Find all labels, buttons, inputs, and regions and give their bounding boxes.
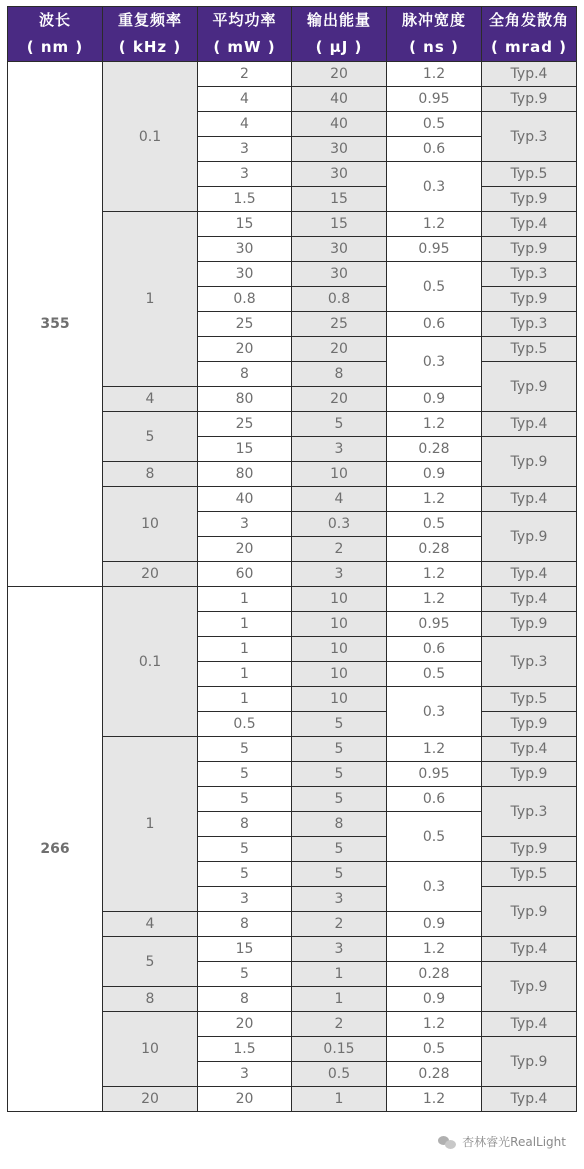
output-energy-cell: 20 <box>292 337 387 362</box>
header-divergence <box>482 7 577 62</box>
header-label: 脉冲宽度 <box>401 11 466 29</box>
divergence-cell: Typ.4 <box>482 737 577 762</box>
average-power-cell: 20 <box>198 1087 292 1112</box>
average-power-cell: 15 <box>198 212 292 237</box>
pulse-width-cell: 1.2 <box>387 562 482 587</box>
header-label: 全角发散角 <box>488 11 569 29</box>
divergence-cell: Typ.9 <box>482 712 577 737</box>
divergence-cell: Typ.9 <box>482 237 577 262</box>
output-energy-cell: 20 <box>292 62 387 87</box>
output-energy-cell: 30 <box>292 237 387 262</box>
average-power-cell: 5 <box>198 837 292 862</box>
average-power-cell: 1 <box>198 637 292 662</box>
pulse-width-cell: 1.2 <box>387 1012 482 1037</box>
divergence-cell: Typ.9 <box>482 187 577 212</box>
divergence-cell: Typ.3 <box>482 112 577 162</box>
repetition-rate-cell: 8 <box>103 462 198 487</box>
average-power-cell: 80 <box>198 462 292 487</box>
average-power-cell: 4 <box>198 112 292 137</box>
divergence-cell: Typ.3 <box>482 262 577 287</box>
average-power-cell: 60 <box>198 562 292 587</box>
average-power-cell: 2 <box>198 62 292 87</box>
repetition-rate-cell: 4 <box>103 387 198 412</box>
average-power-cell: 8 <box>198 987 292 1012</box>
average-power-cell: 30 <box>198 237 292 262</box>
wavelength-cell: 266 <box>8 587 103 1112</box>
pulse-width-cell: 1.2 <box>387 412 482 437</box>
average-power-cell: 80 <box>198 387 292 412</box>
output-energy-cell: 5 <box>292 712 387 737</box>
repetition-rate-cell: 10 <box>103 487 198 562</box>
output-energy-cell: 1 <box>292 1087 387 1112</box>
output-energy-cell: 2 <box>292 912 387 937</box>
divergence-cell: Typ.4 <box>482 487 577 512</box>
pulse-width-cell: 0.5 <box>387 112 482 137</box>
wavelength-cell: 355 <box>8 62 103 587</box>
output-energy-cell: 3 <box>292 562 387 587</box>
output-energy-cell: 25 <box>292 312 387 337</box>
divergence-cell: Typ.9 <box>482 362 577 412</box>
table-row <box>8 587 577 612</box>
pulse-width-cell: 1.2 <box>387 212 482 237</box>
divergence-cell: Typ.9 <box>482 762 577 787</box>
divergence-cell: Typ.9 <box>482 837 577 862</box>
average-power-cell: 20 <box>198 537 292 562</box>
average-power-cell: 3 <box>198 512 292 537</box>
average-power-cell: 8 <box>198 912 292 937</box>
header-unit: ( ns ) <box>409 38 459 56</box>
average-power-cell: 40 <box>198 487 292 512</box>
output-energy-cell: 0.5 <box>292 1062 387 1087</box>
average-power-cell: 5 <box>198 762 292 787</box>
output-energy-cell: 0.3 <box>292 512 387 537</box>
average-power-cell: 3 <box>198 162 292 187</box>
divergence-cell: Typ.4 <box>482 587 577 612</box>
pulse-width-cell: 0.28 <box>387 1062 482 1087</box>
average-power-cell: 20 <box>198 337 292 362</box>
average-power-cell: 8 <box>198 812 292 837</box>
output-energy-cell: 5 <box>292 787 387 812</box>
divergence-cell: Typ.4 <box>482 412 577 437</box>
pulse-width-cell: 1.2 <box>387 487 482 512</box>
average-power-cell: 25 <box>198 312 292 337</box>
repetition-rate-cell: 20 <box>103 1087 198 1112</box>
header-wavelength <box>8 7 103 62</box>
output-energy-cell: 4 <box>292 487 387 512</box>
divergence-cell: Typ.4 <box>482 1087 577 1112</box>
output-energy-cell: 10 <box>292 687 387 712</box>
header-repetition-rate <box>103 7 198 62</box>
repetition-rate-cell: 0.1 <box>103 587 198 737</box>
average-power-cell: 25 <box>198 412 292 437</box>
divergence-cell: Typ.5 <box>482 337 577 362</box>
average-power-cell: 8 <box>198 362 292 387</box>
output-energy-cell: 15 <box>292 212 387 237</box>
header-pulse-width <box>387 7 482 62</box>
average-power-cell: 5 <box>198 962 292 987</box>
output-energy-cell: 30 <box>292 162 387 187</box>
average-power-cell: 20 <box>198 1012 292 1037</box>
header-row <box>8 7 577 62</box>
average-power-cell: 1 <box>198 612 292 637</box>
pulse-width-cell: 1.2 <box>387 62 482 87</box>
header-label: 波长 <box>38 11 71 29</box>
divergence-cell: Typ.9 <box>482 287 577 312</box>
repetition-rate-cell: 1 <box>103 212 198 387</box>
average-power-cell: 1.5 <box>198 187 292 212</box>
output-energy-cell: 15 <box>292 187 387 212</box>
divergence-cell: Typ.4 <box>482 562 577 587</box>
output-energy-cell: 5 <box>292 762 387 787</box>
pulse-width-cell: 0.5 <box>387 512 482 537</box>
divergence-cell: Typ.9 <box>482 512 577 562</box>
pulse-width-cell: 0.6 <box>387 137 482 162</box>
pulse-width-cell: 0.9 <box>387 912 482 937</box>
output-energy-cell: 10 <box>292 662 387 687</box>
pulse-width-cell: 0.9 <box>387 387 482 412</box>
output-energy-cell: 3 <box>292 937 387 962</box>
average-power-cell: 5 <box>198 787 292 812</box>
divergence-cell: Typ.4 <box>482 937 577 962</box>
watermark <box>438 1133 566 1150</box>
output-energy-cell: 10 <box>292 587 387 612</box>
divergence-cell: Typ.9 <box>482 87 577 112</box>
pulse-width-cell: 0.95 <box>387 612 482 637</box>
repetition-rate-cell: 20 <box>103 562 198 587</box>
output-energy-cell: 40 <box>292 112 387 137</box>
wechat-icon <box>438 1135 456 1149</box>
header-unit: ( mrad ) <box>490 38 568 56</box>
pulse-width-cell: 0.95 <box>387 762 482 787</box>
laser-spec-table <box>7 6 577 1112</box>
header-unit: ( μJ ) <box>315 38 363 56</box>
output-energy-cell: 2 <box>292 1012 387 1037</box>
header-label: 平均功率 <box>212 11 277 29</box>
pulse-width-cell: 0.6 <box>387 312 482 337</box>
divergence-cell: Typ.9 <box>482 887 577 937</box>
output-energy-cell: 10 <box>292 637 387 662</box>
header-unit: ( nm ) <box>26 38 84 56</box>
output-energy-cell: 30 <box>292 262 387 287</box>
average-power-cell: 3 <box>198 887 292 912</box>
repetition-rate-cell: 4 <box>103 912 198 937</box>
repetition-rate-cell: 5 <box>103 412 198 462</box>
pulse-width-cell: 0.3 <box>387 687 482 737</box>
output-energy-cell: 1 <box>292 962 387 987</box>
divergence-cell: Typ.4 <box>482 62 577 87</box>
output-energy-cell: 3 <box>292 887 387 912</box>
pulse-width-cell: 1.2 <box>387 737 482 762</box>
header-average-power <box>198 7 292 62</box>
average-power-cell: 3 <box>198 137 292 162</box>
pulse-width-cell: 0.6 <box>387 637 482 662</box>
average-power-cell: 0.5 <box>198 712 292 737</box>
output-energy-cell: 10 <box>292 612 387 637</box>
repetition-rate-cell: 0.1 <box>103 62 198 212</box>
divergence-cell: Typ.9 <box>482 612 577 637</box>
pulse-width-cell: 0.6 <box>387 787 482 812</box>
table-row <box>8 62 577 87</box>
pulse-width-cell: 0.28 <box>387 437 482 462</box>
pulse-width-cell: 0.5 <box>387 1037 482 1062</box>
average-power-cell: 1.5 <box>198 1037 292 1062</box>
header-label: 重复频率 <box>117 11 182 29</box>
output-energy-cell: 30 <box>292 137 387 162</box>
header-label: 输出能量 <box>306 11 371 29</box>
average-power-cell: 1 <box>198 662 292 687</box>
repetition-rate-cell: 1 <box>103 737 198 912</box>
pulse-width-cell: 0.28 <box>387 537 482 562</box>
divergence-cell: Typ.5 <box>482 687 577 712</box>
output-energy-cell: 1 <box>292 987 387 1012</box>
output-energy-cell: 5 <box>292 737 387 762</box>
repetition-rate-cell: 8 <box>103 987 198 1012</box>
average-power-cell: 4 <box>198 87 292 112</box>
average-power-cell: 5 <box>198 737 292 762</box>
average-power-cell: 0.8 <box>198 287 292 312</box>
pulse-width-cell: 0.5 <box>387 262 482 312</box>
divergence-cell: Typ.5 <box>482 862 577 887</box>
output-energy-cell: 5 <box>292 862 387 887</box>
pulse-width-cell: 0.5 <box>387 812 482 862</box>
pulse-width-cell: 1.2 <box>387 587 482 612</box>
divergence-cell: Typ.4 <box>482 1012 577 1037</box>
pulse-width-cell: 0.95 <box>387 87 482 112</box>
output-energy-cell: 10 <box>292 462 387 487</box>
repetition-rate-cell: 10 <box>103 1012 198 1087</box>
pulse-width-cell: 0.3 <box>387 337 482 387</box>
divergence-cell: Typ.9 <box>482 1037 577 1087</box>
pulse-width-cell: 0.28 <box>387 962 482 987</box>
divergence-cell: Typ.4 <box>482 212 577 237</box>
average-power-cell: 3 <box>198 1062 292 1087</box>
average-power-cell: 1 <box>198 587 292 612</box>
average-power-cell: 15 <box>198 937 292 962</box>
table-body <box>8 62 577 1112</box>
table-header <box>8 7 577 62</box>
average-power-cell: 15 <box>198 437 292 462</box>
output-energy-cell: 5 <box>292 837 387 862</box>
output-energy-cell: 0.8 <box>292 287 387 312</box>
output-energy-cell: 20 <box>292 387 387 412</box>
divergence-cell: Typ.5 <box>482 162 577 187</box>
average-power-cell: 30 <box>198 262 292 287</box>
header-unit: ( mW ) <box>213 38 276 56</box>
output-energy-cell: 2 <box>292 537 387 562</box>
average-power-cell: 5 <box>198 862 292 887</box>
divergence-cell: Typ.3 <box>482 312 577 337</box>
output-energy-cell: 40 <box>292 87 387 112</box>
header-unit: ( kHz ) <box>118 38 182 56</box>
watermark-text: 杏林睿光RealLight <box>462 1135 566 1149</box>
divergence-cell: Typ.9 <box>482 962 577 1012</box>
output-energy-cell: 8 <box>292 362 387 387</box>
pulse-width-cell: 0.9 <box>387 462 482 487</box>
output-energy-cell: 5 <box>292 412 387 437</box>
output-energy-cell: 0.15 <box>292 1037 387 1062</box>
average-power-cell: 1 <box>198 687 292 712</box>
pulse-width-cell: 0.3 <box>387 862 482 912</box>
pulse-width-cell: 0.3 <box>387 162 482 212</box>
pulse-width-cell: 1.2 <box>387 1087 482 1112</box>
divergence-cell: Typ.3 <box>482 637 577 687</box>
output-energy-cell: 3 <box>292 437 387 462</box>
divergence-cell: Typ.9 <box>482 437 577 487</box>
pulse-width-cell: 1.2 <box>387 937 482 962</box>
pulse-width-cell: 0.5 <box>387 662 482 687</box>
pulse-width-cell: 0.95 <box>387 237 482 262</box>
divergence-cell: Typ.3 <box>482 787 577 837</box>
output-energy-cell: 8 <box>292 812 387 837</box>
header-output-energy <box>292 7 387 62</box>
repetition-rate-cell: 5 <box>103 937 198 987</box>
pulse-width-cell: 0.9 <box>387 987 482 1012</box>
